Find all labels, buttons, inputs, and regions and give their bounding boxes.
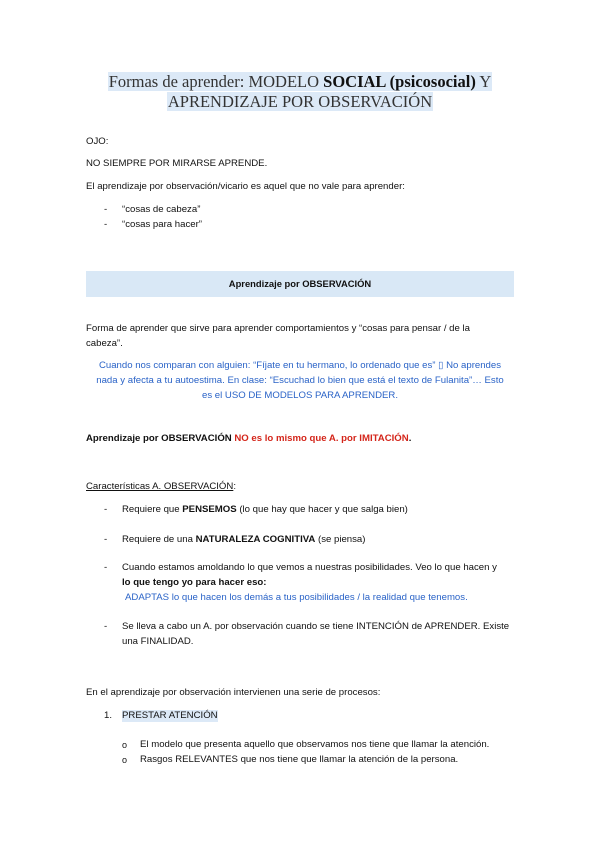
- page-title: [86, 72, 514, 112]
- characteristic-item-2: Requiere de una NATURALEZA COGNITIVA (se piensa): [122, 534, 366, 545]
- list-dash: -: [104, 534, 108, 545]
- characteristic-item-1: Requiere que PENSEMOS (lo que hay que hacer y que salga bien): [122, 504, 408, 515]
- section-header: Aprendizaje por OBSERVACIÓN: [86, 271, 514, 297]
- list-item-cosas-hacer: “cosas para hacer”: [122, 219, 202, 230]
- characteristic-item-3-line-2: lo que tengo yo para hacer eso:: [122, 577, 267, 588]
- characteristic-item-4-line-2: una FINALIDAD.: [122, 636, 194, 647]
- list-item-cosas-cabeza: “cosas de cabeza”: [122, 204, 201, 215]
- characteristic-item-4-line-1: Se lleva a cabo un A. por observación cuando se tiene INTENCIÓN de APRENDER. Existe: [122, 621, 510, 632]
- bullet-marker: o: [122, 755, 128, 765]
- paragraph-line-2: cabeza”.: [86, 338, 123, 349]
- bullet-marker: o: [122, 740, 128, 750]
- characteristic-item-3-line-1: Cuando estamos amoldando lo que vemos a nuestras posibilidades. Veo lo que hacen y: [122, 562, 497, 573]
- process-number: 1.: [104, 710, 113, 721]
- process-sub-item-1: El modelo que presenta aquello que observamos nos tiene que llamar la atención.: [140, 739, 490, 750]
- list-dash: -: [104, 504, 108, 515]
- no-siempre-text: NO SIEMPRE POR MIRARSE APRENDE.: [86, 158, 268, 169]
- title-line-1: Formas de aprender: MODELO SOCIAL (psicosocial) Y: [108, 72, 492, 91]
- example-line-1: Cuando nos comparan con alguien: “Fíjate en tu hermano, lo ordenado que es” ▯ No aprendes: [98, 360, 502, 371]
- list-dash: -: [104, 204, 108, 215]
- characteristic-item-3-blue: ADAPTAS lo que hacen los demás a tus posibilidades / la realidad que tenemos.: [125, 592, 468, 603]
- list-dash: -: [104, 219, 108, 230]
- process-sub-item-2: Rasgos RELEVANTES que nos tiene que llamar la atención de la persona.: [140, 754, 459, 765]
- paragraph-line-1: Forma de aprender que sirve para aprender comportamientos y “cosas para pensar / de la: [86, 323, 470, 334]
- list-dash: -: [104, 621, 108, 632]
- example-line-3: es el USO DE MODELOS PARA APRENDER.: [201, 390, 398, 401]
- definition-text: El aprendizaje por observación/vicario es aquel que no vale para aprender:: [86, 181, 405, 192]
- process-prestar-atencion: PRESTAR ATENCIÓN: [122, 710, 218, 721]
- characteristics-heading: Características A. OBSERVACIÓN:: [86, 481, 236, 492]
- list-dash: -: [104, 562, 108, 573]
- comparison-text: Aprendizaje por OBSERVACIÓN NO es lo mismo que A. por IMITACIÓN.: [86, 433, 412, 444]
- example-line-2: nada y afecta a tu autoestima. En clase: “Escuchad lo bien que está el texto de Fulanita”… Esto: [96, 375, 504, 386]
- processes-intro: En el aprendizaje por observación intervienen una serie de procesos:: [86, 687, 381, 698]
- ojo-label: OJO:: [86, 136, 109, 147]
- title-line-2: APRENDIZAJE POR OBSERVACIÓN: [167, 92, 433, 111]
